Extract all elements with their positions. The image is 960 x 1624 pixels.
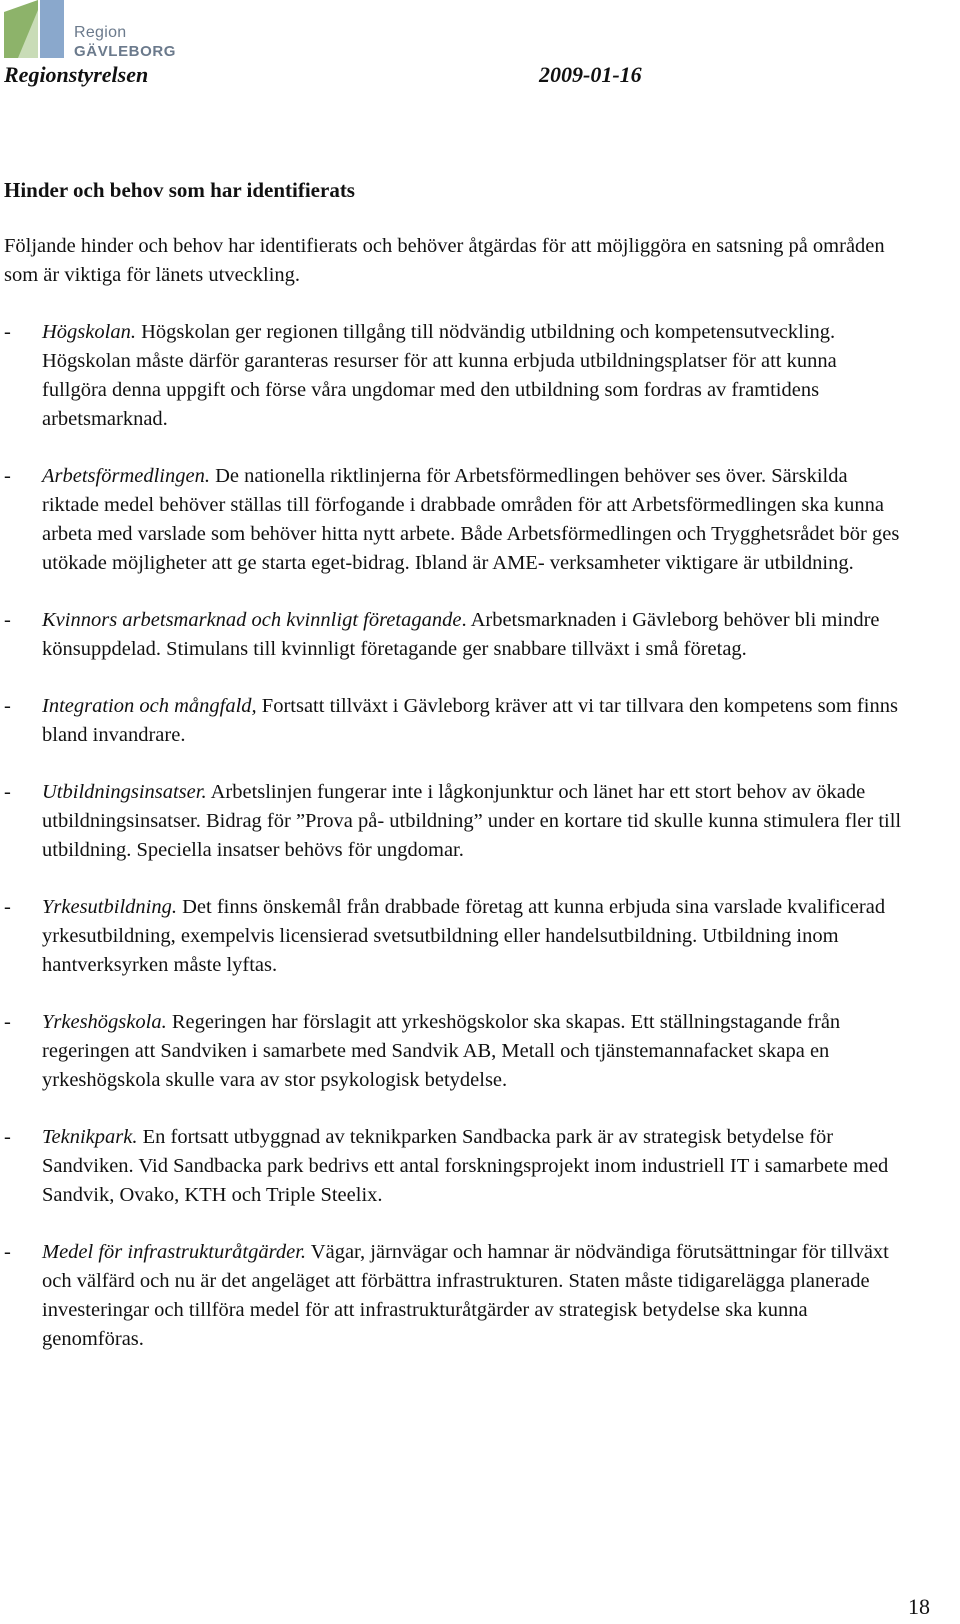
item-title: Teknikpark.	[42, 1126, 138, 1148]
item-body: En fortsatt utbyggnad av teknikparken Sandbacka park är av strategisk betydelse för Sandviken. Vid Sandbacka park bedrivs ett antal forskningsprojekt inom industriell IT i samarbete med Sandvik, Ovako, KTH och Triple Steelix.	[42, 1126, 889, 1206]
item-title: Yrkeshögskola.	[42, 1011, 167, 1033]
item-title: Kvinnors arbetsmarknad och kvinnligt företagande	[42, 609, 462, 631]
list-item	[4, 1123, 904, 1210]
item-body: Arbetslinjen fungerar inte i lågkonjunktur och länet har ett stort behov av ökade utbildningsinsatser. Bidrag för ”Prova på- utbildning” under en kortare tid skulle kunna stimulera fler till utbildning. Speciella insatser behövs för ungdomar.	[42, 781, 902, 861]
item-body: Det finns önskemål från drabbade företag att kunna erbjuda sina varslade kvalificerad yrkesutbildning, exempelvis licensierad svetsutbildning eller handelsutbildning. Utbildning inom hantverksyrken måste lyftas.	[42, 896, 886, 976]
list-dash: -	[4, 321, 11, 343]
list-dash: -	[4, 609, 11, 631]
list-dash: -	[4, 1126, 11, 1148]
logo-text-gavleborg: GÄVLEBORG	[74, 43, 177, 60]
section-heading: Hinder och behov som har identifierats	[4, 178, 355, 202]
list-dash: -	[4, 465, 11, 487]
header-organization: Regionstyrelsen	[4, 62, 149, 87]
list-dash: -	[4, 896, 11, 918]
list-item	[4, 893, 904, 980]
region-gavleborg-logo	[4, 0, 177, 64]
page-number: 18	[908, 1594, 930, 1619]
item-body: Fortsatt tillväxt i Gävleborg kräver att vi tar tillvara den kompetens som finns bland invandrare.	[42, 695, 898, 746]
item-body: Högskolan ger regionen tillgång till nödvändig utbildning och kompetensutveckling. Högskolan måste därför garanteras resurser för att kunna erbjuda utbildningsplatser för att kunna fullgöra denna uppgift och förse våra ungdomar med den utbildning som fordras av framtidens arbetsmarknad.	[42, 321, 837, 430]
list-item	[4, 1008, 904, 1095]
document-body	[4, 176, 904, 1382]
list-dash: -	[4, 695, 11, 717]
list-item	[4, 606, 904, 664]
list-item	[4, 462, 904, 578]
item-body: Regeringen har förslagit att yrkeshögskolor ska skapas. Ett ställningstagande från regeringen att Sandviken i samarbete med Sandvik AB, Metall och tjänstemannafacket skapa en yrkeshögskola skulle vara av stor psykologisk betydelse.	[42, 1011, 841, 1091]
item-title: Utbildningsinsatser.	[42, 781, 207, 803]
item-title: Arbetsförmedlingen.	[42, 465, 210, 487]
item-body: De nationella riktlinjerna för Arbetsförmedlingen behöver ses över. Särskilda riktade medel behöver ställas till förfogande i drabbade områden för att Arbetsförmedlingen ska kunna arbeta med varslade som behöver hitta nytt arbete. Både Arbetsförmedlingen och Trygghetsrådet bör ges utökade möjligheter att ge starta eget-bidrag. Ibland är AME- verksamheter viktigare är utbildning.	[42, 465, 900, 574]
header-date: 2009-01-16	[539, 62, 642, 87]
list-item	[4, 1238, 904, 1354]
item-title: Högskolan.	[42, 321, 136, 343]
item-body: Vägar, järnvägar och hamnar är nödvändiga förutsättningar för tillväxt och välfärd och nu är det angeläget att förbättra infrastrukturen. Staten måste tidigarelägga planerade investeringar och tillföra medel för att infrastrukturåtgärder av strategisk betydelse ska kunna genomföras.	[42, 1241, 889, 1350]
item-title: Integration och mångfald,	[42, 695, 257, 717]
list-dash: -	[4, 781, 11, 803]
item-body: . Arbetsmarknaden i Gävleborg behöver bli mindre könsuppdelad. Stimulans till kvinnligt företagande ger snabbare tillväxt i små företag.	[42, 609, 880, 660]
intro-paragraph: Följande hinder och behov har identifierats och behöver åtgärdas för att möjliggöra en satsning på områden som är viktiga för länets utveckling.	[4, 235, 885, 286]
logo-text-region: Region	[74, 24, 127, 41]
item-title: Yrkesutbildning.	[42, 896, 177, 918]
logo-mark-icon	[4, 0, 66, 58]
list-dash: -	[4, 1241, 11, 1263]
list-item	[4, 778, 904, 865]
item-title: Medel för infrastrukturåtgärder.	[42, 1241, 307, 1263]
list-item	[4, 692, 904, 750]
list-item	[4, 318, 904, 434]
list-dash: -	[4, 1011, 11, 1033]
